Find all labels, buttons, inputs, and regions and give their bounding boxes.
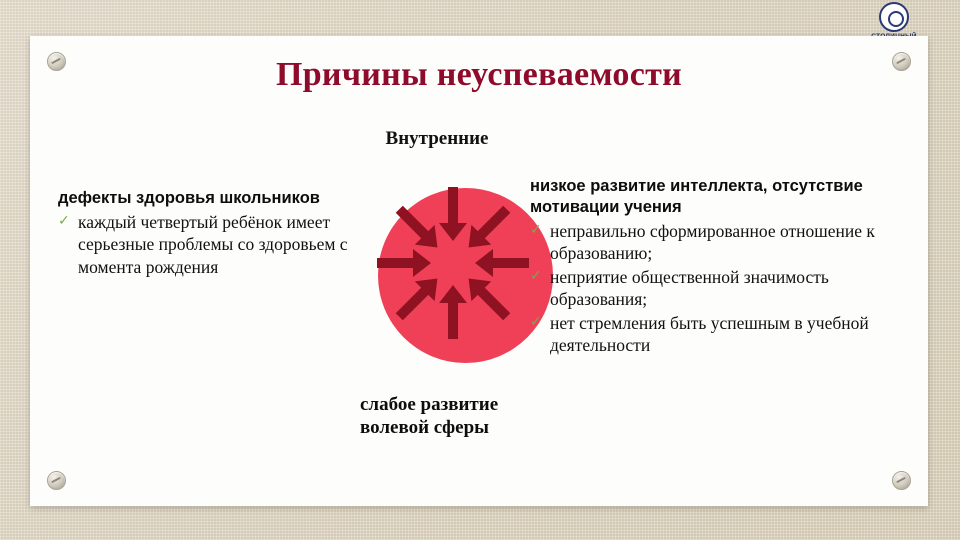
- arrows-icon: [353, 163, 553, 363]
- list-item-text: нет стремления быть успешным в учебной деятельности: [550, 312, 869, 356]
- university-seal-icon: [879, 2, 909, 32]
- list-item: [530, 220, 910, 265]
- bottom-cause-block: [360, 393, 535, 441]
- left-block-list: [58, 211, 348, 279]
- right-block-list: [530, 220, 910, 357]
- check-icon: ✓: [530, 221, 542, 238]
- check-icon: ✓: [530, 267, 542, 284]
- left-cause-block: [58, 188, 348, 279]
- left-block-heading: дефекты здоровья школьников: [58, 189, 320, 207]
- list-item: [58, 211, 348, 279]
- list-item: [530, 266, 910, 311]
- converging-arrows-diagram: [353, 163, 553, 363]
- right-cause-block: [530, 176, 910, 358]
- page-title: Причины неуспеваемости: [275, 56, 683, 93]
- list-item-text: неприятие общественной значимость образования;: [550, 266, 829, 310]
- list-item-text: неправильно сформированное отношение к образованию;: [550, 220, 875, 264]
- list-item: [530, 312, 910, 357]
- right-block-heading: низкое развитие интеллекта, отсутствие мотивации учения: [530, 177, 863, 216]
- slide-board: [30, 36, 928, 506]
- check-icon: ✓: [530, 313, 542, 330]
- screw-bottom-right: [892, 471, 911, 490]
- center-label: Внутренние: [385, 128, 489, 149]
- screw-bottom-left: [47, 471, 66, 490]
- list-item-text: каждый четвертый ребёнок имеет серьезные проблемы со здоровьем с момента рождения: [78, 211, 348, 277]
- bottom-block-heading: слабое развитие волевой сферы: [360, 394, 499, 439]
- check-icon: ✓: [58, 212, 70, 229]
